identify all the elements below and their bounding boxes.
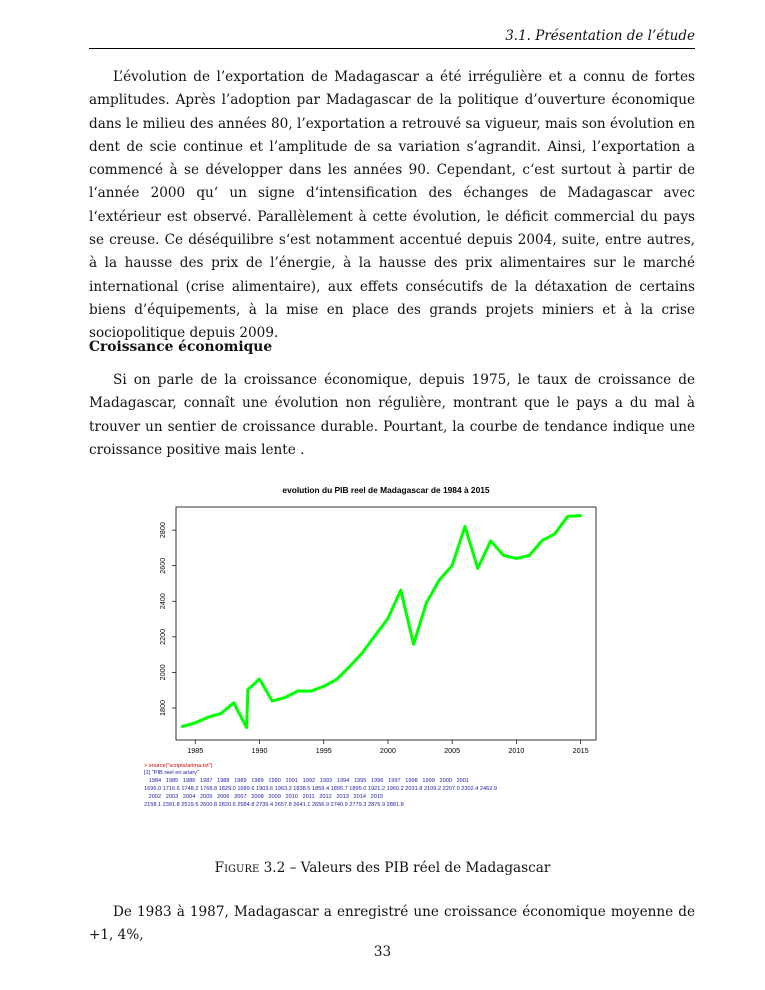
data-point (285, 697, 286, 698)
data-point (400, 590, 401, 591)
header-rule (89, 48, 695, 49)
series-points (182, 515, 581, 728)
data-point (220, 713, 221, 714)
paragraph-croissance: Si on parle de la croissance économique, depuis 1975, le taux de croissance de Madagascar, connaît une évolution non régulière, montrant que le pays a du mal à trouver un sentier de croissance durable. Pourtant, la courbe de tendance indique une croissance positive mais lente . (89, 372, 695, 458)
data-point (529, 555, 530, 556)
r-console-output (144, 763, 497, 808)
console-row: 2158.1 2391.8 2519.5 2600.8 2820.6 2584.8 2739.4 2657.8 2641.1 2656.9 2740.9 2779.3 2876.9 2881.8 (144, 802, 404, 808)
data-point (233, 702, 234, 703)
chart-title: evolution du PIB reel de Madagascar de 1984 à 2015 (282, 485, 490, 495)
data-point (464, 526, 465, 527)
x-tick-label: 2000 (379, 746, 396, 755)
data-point (580, 515, 581, 516)
data-point (375, 635, 376, 636)
x-tick-label: 2015 (572, 746, 589, 755)
y-axis (158, 522, 176, 716)
data-point (554, 533, 555, 534)
data-point (182, 726, 183, 727)
data-point (362, 652, 363, 653)
data-point (349, 666, 350, 667)
y-tick-label: 2800 (157, 522, 167, 539)
y-tick-label: 2200 (157, 628, 167, 645)
console-row: 1984 1985 1986 1987 1988 1989 1989 1990 1991 1992 1993 1994 1995 1996 1997 1998 1999 2000 2001 (144, 778, 470, 784)
data-point (247, 689, 248, 690)
figure-pib-chart (140, 478, 646, 818)
x-axis (187, 740, 588, 755)
data-point (272, 701, 273, 702)
paragraph-croissance-1983: De 1983 à 1987, Madagascar a enregistré une croissance économique moyenne de +1, 4%, (89, 904, 695, 944)
y-tick-label: 2000 (157, 664, 167, 681)
figure-caption-text: – Valeurs des PIB réel de Madagascar (285, 860, 551, 876)
data-point (336, 679, 337, 680)
running-head: 3.1. Présentation de l’étude (505, 28, 695, 44)
data-point (542, 540, 543, 541)
page-number: 33 (373, 944, 392, 960)
x-tick-label: 2005 (444, 746, 461, 755)
data-point (426, 602, 427, 603)
data-point (297, 690, 298, 691)
data-point (208, 717, 209, 718)
x-tick-label: 1995 (315, 746, 332, 755)
section-title: Croissance économique (89, 339, 273, 355)
console-command: > source("scripts/arima.txt") (144, 763, 213, 769)
x-tick-label: 1990 (251, 746, 268, 755)
data-point (310, 691, 311, 692)
data-point (259, 678, 260, 679)
data-point (516, 558, 517, 559)
data-point (503, 555, 504, 556)
data-point (439, 579, 440, 580)
y-tick-label: 1800 (157, 699, 167, 716)
data-point (477, 568, 478, 569)
series-line-pib (182, 516, 580, 728)
chart-svg (140, 478, 646, 818)
data-point (246, 727, 247, 728)
y-tick-label: 2400 (157, 593, 167, 610)
data-point (567, 516, 568, 517)
console-row: 2002 2003 2004 2005 2006 2007 2008 2009 2010 2011 2012 2013 2014 2015 (144, 794, 384, 800)
console-row: 1696.0 1716.6 1748.2 1768.8 1829.0 1689.6 1903.6 1963.2 1838.5 1859.4 1895.7 1895.0 1921.2 1960.2 2031.8 2109.2 2207.0 2302.4 2462.9 (144, 786, 498, 792)
figure-caption (0, 860, 765, 876)
y-tick-label: 2600 (157, 557, 167, 574)
console-title: [1] "PIB reel en ariary" (144, 770, 199, 776)
data-point (413, 644, 414, 645)
data-point (490, 540, 491, 541)
x-tick-label: 1985 (187, 746, 204, 755)
paragraph-exportation: L’évolution de l’exportation de Madagascar a été irrégulière et a connu de fortes amplitudes. Après l’adoption par Madagascar de la politique d’ouverture économique dans le milieu des années 80, l’exportation a retrouvé sa vigueur, mais son évolution en dent de scie continue et l’amplitude de sa variation s’agrandit. Ainsi, l’exportation a commencé à se développer dans les années 90. Cependant, c‘est surtout à partir de l‘année 2000 qu‘ un signe d‘intensification des échanges de Madagascar avec l‘extérieur est observé. Parallèlement à cette évolution, le déficit commercial du pays se creuse. Ce déséquilibre s‘est notamment accentué depuis 2004, suite, entre autres, à la hausse des prix de l’énergie, à la hausse des prix alimentaires sur le marché international (crise alimentaire), aux effets consécutifs de la détaxation de certains biens d’équipements, à la mise en place des grands projets miniers et à la crise sociopolitique depuis 2009. (89, 69, 695, 342)
data-point (387, 618, 388, 619)
data-point (195, 722, 196, 723)
data-point (452, 565, 453, 566)
figure-caption-label: Figure 3.2 (214, 860, 286, 876)
data-point (323, 686, 324, 687)
x-tick-label: 2010 (508, 746, 525, 755)
